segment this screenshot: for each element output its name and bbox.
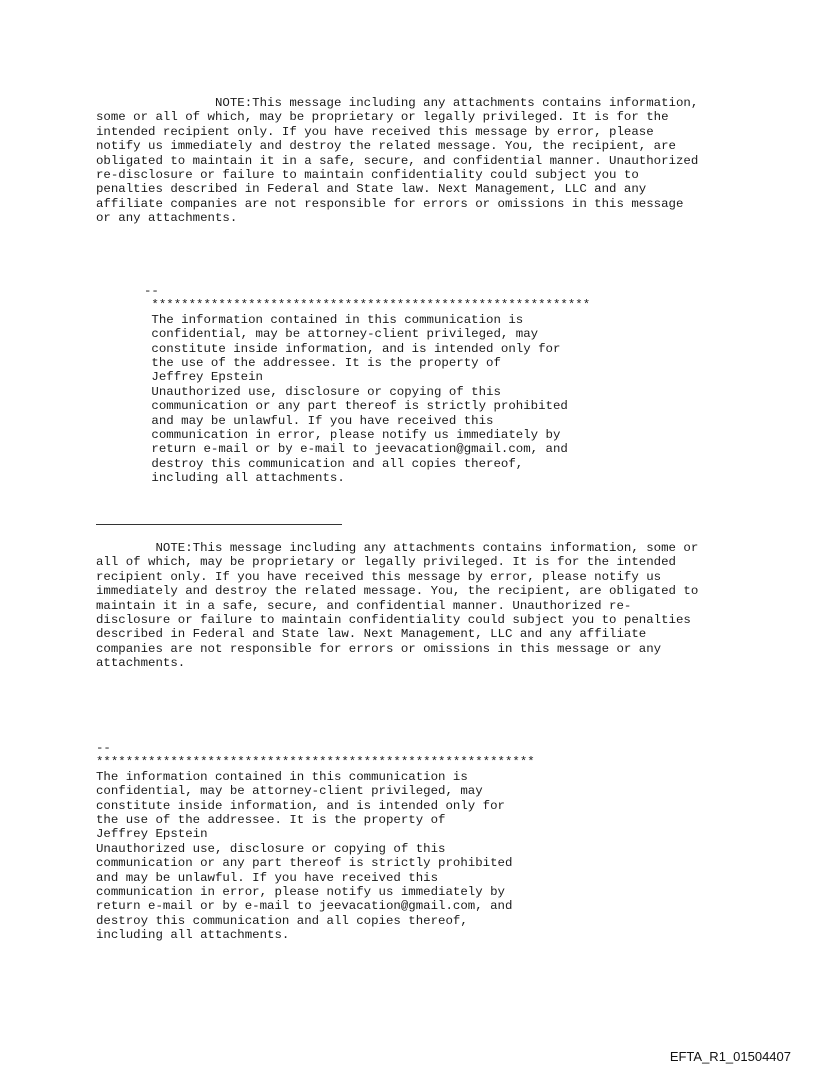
text-line: and may be unlawful. If you have received this: [144, 413, 494, 428]
text-line: Jeffrey Epstein: [96, 827, 208, 842]
text-line: re-disclosure or failure to maintain confidentiality could subject you to: [96, 168, 639, 183]
text-line: communication or any part thereof is strictly prohibited: [144, 399, 568, 414]
confidentiality-notice-2: [96, 541, 698, 671]
separator-line: [96, 524, 342, 525]
text-line: ***********************************************************: [96, 755, 535, 770]
text-line: attachments.: [96, 656, 186, 671]
text-line: immediately and destroy the related message. You, the recipient, are obligated to: [96, 584, 699, 599]
text-line: intended recipient only. If you have received this message by error, please: [96, 124, 654, 139]
text-line: including all attachments.: [96, 928, 290, 943]
text-line: --: [96, 741, 111, 755]
text-line: penalties described in Federal and State law. Next Management, LLC and any: [96, 182, 647, 197]
text-line: confidential, may be attorney-client privileged, may: [144, 327, 539, 342]
text-line: disclosure or failure to maintain confidentiality could subject you to penalties: [96, 613, 691, 628]
text-line: destroy this communication and all copies thereof,: [144, 456, 524, 471]
text-line: constitute inside information, and is intended only for: [144, 341, 561, 356]
text-line: NOTE:This message including any attachments contains information,: [96, 96, 699, 110]
text-line: destroy this communication and all copies thereof,: [96, 913, 468, 928]
text-line: companies are not responsible for errors or omissions in this message or any: [96, 641, 662, 656]
text-line: all of which, may be proprietary or legally privileged. It is for the intended: [96, 555, 676, 570]
text-line: Unauthorized use, disclosure or copying of this: [96, 841, 446, 856]
text-line: communication in error, please notify us immediately by: [96, 885, 505, 900]
text-line: obligated to maintain it in a safe, secure, and confidential manner. Unauthorized: [96, 153, 699, 168]
text-line: ***********************************************************: [144, 298, 591, 313]
email-signature-disclaimer-2: [96, 741, 535, 943]
text-line: return e-mail or by e-mail to jeevacation@gmail.com, and: [144, 442, 568, 457]
text-line: maintain it in a safe, secure, and confidential manner. Unauthorized re-: [96, 598, 632, 613]
text-line: or any attachments.: [96, 211, 238, 226]
text-line: return e-mail or by e-mail to jeevacation@gmail.com, and: [96, 899, 513, 914]
text-line: NOTE:This message including any attachments contains information, some or: [96, 541, 699, 555]
text-line: confidential, may be attorney-client privileged, may: [96, 784, 483, 799]
text-line: communication in error, please notify us immediately by: [144, 428, 561, 443]
text-line: including all attachments.: [144, 471, 345, 486]
text-line: described in Federal and State law. Next Management, LLC and any affiliate: [96, 627, 647, 642]
confidentiality-notice-1: [96, 96, 698, 226]
text-line: notify us immediately and destroy the related message. You, the recipient, are: [96, 139, 676, 154]
text-line: affiliate companies are not responsible for errors or omissions in this message: [96, 196, 684, 211]
text-line: some or all of which, may be proprietary or legally privileged. It is for the: [96, 110, 669, 125]
text-line: Jeffrey Epstein: [144, 370, 263, 385]
text-line: constitute inside information, and is intended only for: [96, 798, 505, 813]
text-line: and may be unlawful. If you have received this: [96, 870, 439, 885]
text-line: --: [144, 284, 159, 298]
text-line: The information contained in this communication is: [144, 312, 524, 327]
text-line: the use of the addressee. It is the property of: [96, 813, 446, 828]
text-line: the use of the addressee. It is the property of: [144, 356, 501, 371]
email-signature-disclaimer-1: [144, 284, 590, 486]
document-id: EFTA_R1_01504407: [669, 1049, 791, 1064]
text-line: recipient only. If you have received this message by error, please notify us: [96, 569, 662, 584]
text-line: communication or any part thereof is strictly prohibited: [96, 856, 513, 871]
text-line: Unauthorized use, disclosure or copying of this: [144, 384, 501, 399]
text-line: The information contained in this communication is: [96, 769, 468, 784]
